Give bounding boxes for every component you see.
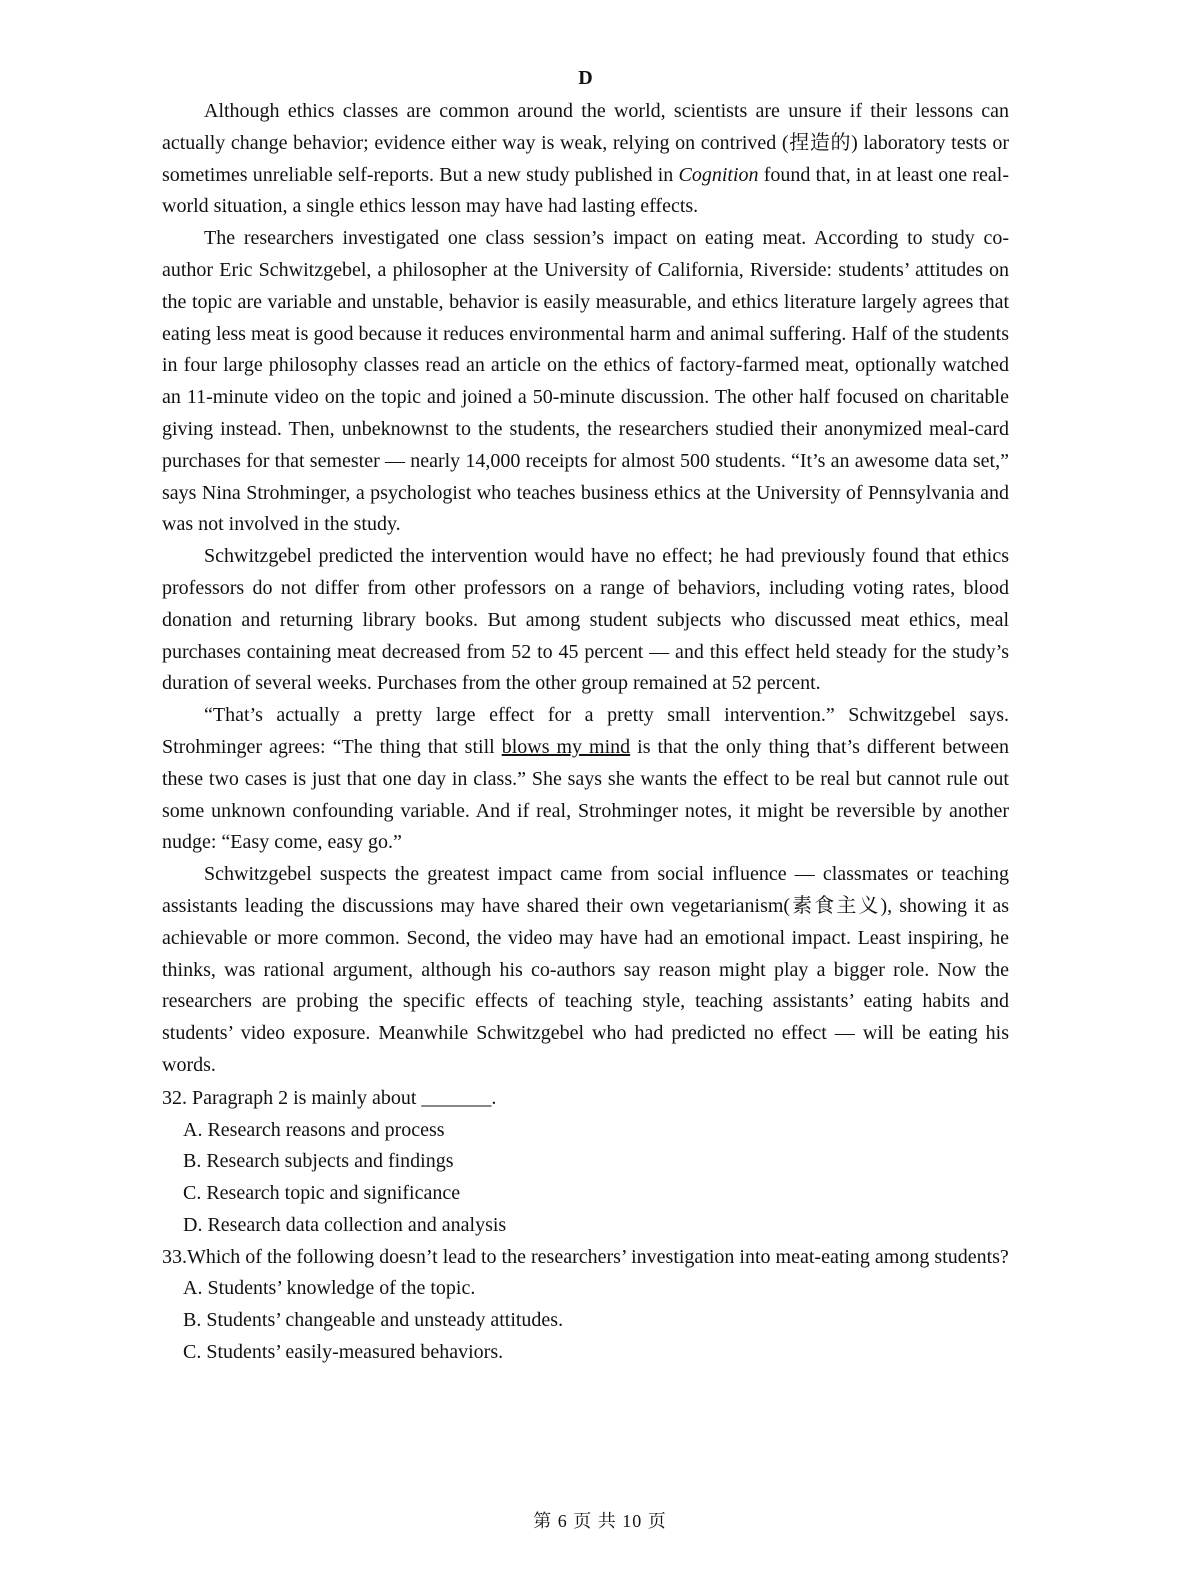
exam-page	[162, 64, 1009, 1369]
question-stem: 32. Paragraph 2 is mainly about _______.	[162, 1086, 497, 1109]
option-b: B. Students’ changeable and unsteady attitudes.	[183, 1309, 564, 1332]
journal-name: Cognition	[678, 163, 759, 186]
option-d: D. Research data collection and analysis	[183, 1213, 507, 1236]
paragraph-4	[162, 700, 1009, 859]
question-stem: 33.Which of the following doesn’t lead to the researchers’ investigation into meat-eating among students?	[162, 1245, 1009, 1268]
question-33	[162, 1242, 1009, 1369]
question-list	[162, 1083, 1009, 1369]
paragraph-4-part-a: “That’s actually a pretty large effect for a pretty small intervention.” Schwitzgebel says. Strohminger agrees: “The thing that still	[162, 704, 1009, 758]
option-c: C. Research topic and significance	[183, 1182, 461, 1205]
paragraph-2: The researchers investigated one class session’s impact on eating meat. According to study co-author Eric Schwitzgebel, a philosopher at the University of California, Riverside: students’ attitudes on the topic are variable and unstable, behavior is easily measurable, and ethics literature largely agrees that eating less meat is good because it reduces environmental harm and animal suffering. Half of the students in four large philosophy classes read an article on the ethics of factory-farmed meat, optionally watched an 11-minute video on the topic and joined a 50-minute discussion. The other half focused on charitable giving instead. Then, unbeknownst to the students, the researchers studied their anonymized meal-card purchases for that semester — nearly 14,000 receipts for almost 500 students. “It’s an awesome data set,” says Nina Strohminger, a psychologist who teaches business ethics at the University of Pennsylvania and was not involved in the study.	[162, 227, 1009, 536]
option-a: A. Students’ knowledge of the topic.	[183, 1277, 476, 1300]
paragraph-3: Schwitzgebel predicted the intervention would have no effect; he had previously found that ethics professors do not differ from other professors on a range of behaviors, including voting rates, blood donation and returning library books. But among student subjects who discussed meat ethics, meal purchases containing meat decreased from 52 to 45 percent — and this effect held steady for the study’s duration of several weeks. Purchases from the other group remained at 52 percent.	[162, 545, 1009, 695]
question-32	[162, 1083, 1009, 1242]
paragraph-4-part-b: is that the only thing that’s different between these two cases is just that one day in class.” She says she wants the effect to be real but cannot rule out some unknown confounding variable. And if real, Strohminger notes, it might be reversible by another nudge: “Easy come, easy go.”	[162, 735, 1009, 854]
paragraph-1-part-a: Although ethics classes are common around the world, scientists are unsure if their lessons can actually change behavior; evidence either way is weak, relying on contrived (捏造的) laboratory tests or sometimes unreliable self-reports. But a new study published in	[162, 100, 1009, 186]
page-number-footer: 第 6 页 共 10 页	[533, 1511, 667, 1531]
paragraph-1-part-b: found that, in at least one real-world situation, a single ethics lesson may have had lasting effects.	[162, 163, 1009, 218]
paragraph-5: Schwitzgebel suspects the greatest impact came from social influence — classmates or teaching assistants leading the discussions may have shared their own vegetarianism(素食主义), showing it as achievable or more common. Second, the video may have had an emotional impact. Least inspiring, he thinks, was rational argument, although his co-authors say reason might play a bigger role. Now the researchers are probing the specific effects of teaching style, teaching assistants’ eating habits and students’ video exposure. Meanwhile Schwitzgebel who had predicted no effect — will be eating his words.	[162, 863, 1009, 1076]
option-b: B. Research subjects and findings	[183, 1150, 454, 1173]
option-a: A. Research reasons and process	[183, 1118, 445, 1141]
underlined-phrase: blows my mind	[501, 735, 631, 758]
paragraph-1	[162, 96, 1009, 223]
reading-passage	[162, 96, 1009, 1082]
option-c: C. Students’ easily-measured behaviors.	[183, 1341, 504, 1364]
section-heading: D	[578, 67, 593, 89]
